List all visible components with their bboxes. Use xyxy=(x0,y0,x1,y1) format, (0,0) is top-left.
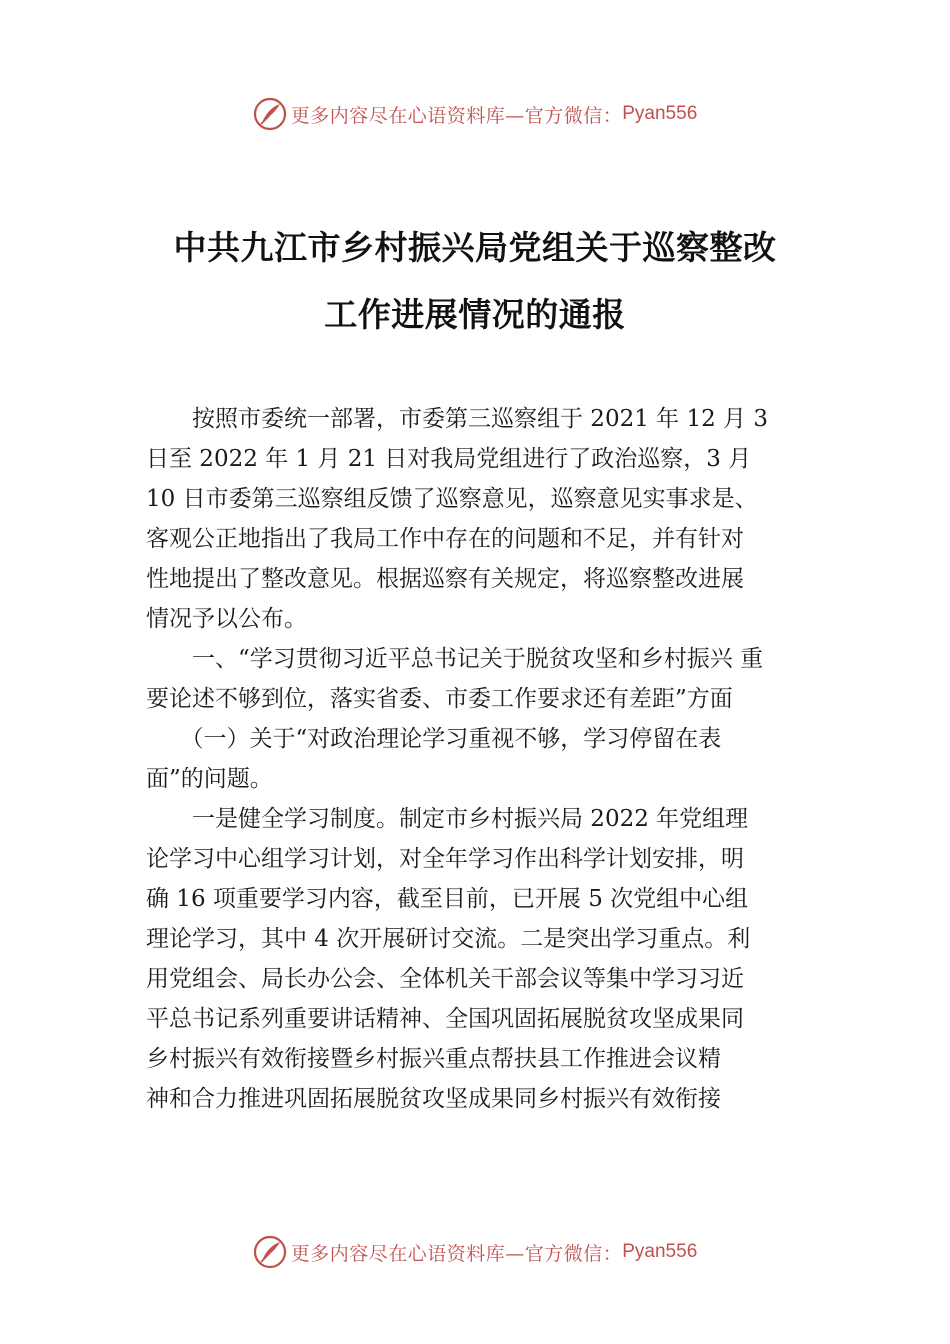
body-line: 理论学习，其中 4 次开展研讨交流。二是突出学习重点。利 xyxy=(146,926,751,952)
body-line: 一是健全学习制度。制定市乡村振兴局 2022 年党组理 xyxy=(146,806,749,832)
watermark-text: 更多内容尽在心语资料库—官方微信： xyxy=(290,104,623,127)
watermark-handle: Pyan556 xyxy=(622,103,698,124)
feather-logo-icon xyxy=(253,1235,287,1269)
watermark-handle: Pyan556 xyxy=(622,1241,698,1262)
body-line: 日至 2022 年 1 月 21 日对我局党组进行了政治巡察，3 月 xyxy=(146,446,752,472)
body-line: 面”的问题。 xyxy=(146,766,273,792)
body-line: 要论述不够到位，落实省委、市委工作要求还有差距”方面 xyxy=(146,686,733,712)
body-line: 情况予以公布。 xyxy=(146,606,307,632)
body-line: 一、“学习贯彻习近平总书记关于脱贫攻坚和乡村振兴 重 xyxy=(146,646,764,672)
body-line: 按照市委统一部署，市委第三巡察组于 2021 年 12 月 3 xyxy=(146,406,768,432)
body-line: 用党组会、局长办公会、全体机关干部会议等集中学习习近 xyxy=(146,966,744,992)
body-line: 确 16 项重要学习内容，截至目前，已开展 5 次党组中心组 xyxy=(146,886,749,912)
feather-logo-icon xyxy=(253,97,287,131)
body-line: 论学习中心组学习计划，对全年学习作出科学计划安排，明 xyxy=(146,846,744,872)
body-line: （一）关于“对政治理论学习重视不够，学习停留在表 xyxy=(146,726,722,752)
body-line: 10 日市委第三巡察组反馈了巡察意见，巡察意见实事求是、 xyxy=(146,486,758,512)
document-title-line-1: 中共九江市乡村振兴局党组关于巡察整改 xyxy=(173,228,777,267)
footer-watermark xyxy=(0,1232,950,1272)
body-line: 乡村振兴有效衔接暨乡村振兴重点帮扶县工作推进会议精 xyxy=(146,1046,721,1072)
body-line: 神和合力推进巩固拓展脱贫攻坚成果同乡村振兴有效衔接 xyxy=(146,1086,721,1112)
body-line: 性地提出了整改意见。根据巡察有关规定，将巡察整改进展 xyxy=(146,566,744,592)
watermark-text: 更多内容尽在心语资料库—官方微信： xyxy=(290,1242,623,1265)
document-title-line-2: 工作进展情况的通报 xyxy=(324,295,626,334)
header-watermark xyxy=(0,94,950,134)
body-line: 客观公正地指出了我局工作中存在的问题和不足，并有针对 xyxy=(146,526,744,552)
document-body xyxy=(146,399,826,1119)
body-line: 平总书记系列重要讲话精神、全国巩固拓展脱贫攻坚成果同 xyxy=(146,1006,744,1032)
